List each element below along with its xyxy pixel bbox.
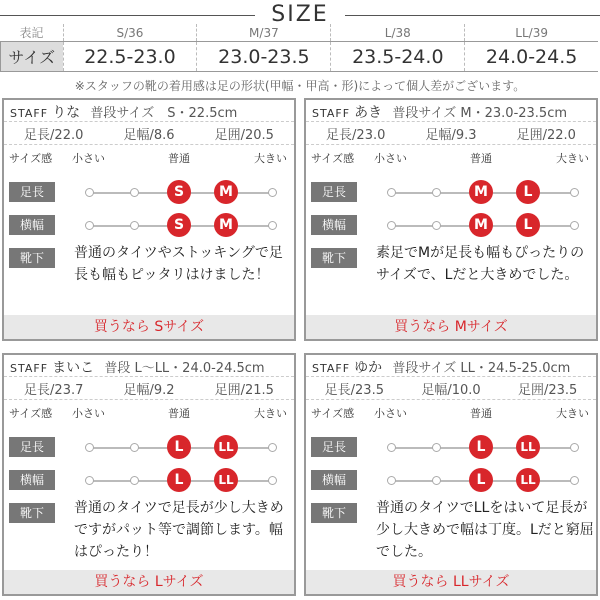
row-label-socks: 靴下 bbox=[9, 248, 55, 268]
size-range: 23.0-23.5 bbox=[197, 42, 331, 72]
scale-small: 小さい bbox=[374, 407, 407, 420]
staff-comment: 普通のタイツでLLをはいて足長が少し大きめで幅は丁度。Lだと窮屈でした。 bbox=[376, 500, 594, 560]
staff-header bbox=[312, 357, 570, 377]
foot-length: 足長/22.0 bbox=[24, 127, 84, 143]
foot-length: 足長/23.0 bbox=[326, 127, 386, 143]
fit-mark: LL bbox=[214, 435, 238, 459]
scale-dot bbox=[387, 443, 396, 452]
row-label-socks: 靴下 bbox=[311, 248, 357, 268]
scale-dot bbox=[268, 476, 277, 485]
staff-panel bbox=[2, 353, 296, 596]
scale-title: サイズ感 bbox=[311, 152, 355, 165]
staff-tag: STAFF bbox=[10, 107, 49, 120]
fit-mark: M bbox=[214, 213, 238, 237]
staff-name: ゆか bbox=[354, 360, 383, 376]
foot-length: 足長/23.5 bbox=[324, 382, 384, 398]
staff-tag: STAFF bbox=[312, 362, 351, 375]
row-label-socks: 靴下 bbox=[311, 503, 357, 523]
staff-name: りな bbox=[52, 105, 81, 121]
recommended-size: 買うなら Mサイズ bbox=[306, 315, 596, 339]
staff-header bbox=[10, 102, 237, 122]
scale-dot bbox=[268, 188, 277, 197]
scale-normal: 普通 bbox=[470, 152, 492, 165]
foot-width: 足幅/9.2 bbox=[123, 382, 175, 398]
scale-dot bbox=[130, 221, 139, 230]
scale-dot bbox=[130, 443, 139, 452]
usual-size: 普段サイズ M・23.0-23.5cm bbox=[392, 106, 568, 121]
staff-header bbox=[10, 357, 265, 377]
staff-name: あき bbox=[354, 105, 383, 121]
foot-girth: 足囲/21.5 bbox=[214, 382, 274, 398]
scale-dot bbox=[268, 221, 277, 230]
staff-panel bbox=[304, 353, 598, 596]
scale-title: サイズ感 bbox=[311, 407, 355, 420]
staff-tag: STAFF bbox=[10, 362, 49, 375]
foot-width: 足幅/9.3 bbox=[425, 127, 477, 143]
scale-normal: 普通 bbox=[168, 152, 190, 165]
fit-mark: S bbox=[167, 213, 191, 237]
usual-size: 普段サイズ LL・24.5-25.0cm bbox=[392, 361, 571, 376]
scale-normal: 普通 bbox=[470, 407, 492, 420]
size-code-row bbox=[1, 24, 599, 42]
recommended-size: 買うなら Lサイズ bbox=[4, 570, 294, 594]
foot-measurements bbox=[4, 376, 294, 400]
staff-tag: STAFF bbox=[312, 107, 351, 120]
staff-header bbox=[312, 102, 567, 122]
fit-mark: LL bbox=[516, 435, 540, 459]
foot-length: 足長/23.7 bbox=[24, 382, 84, 398]
scale-dot bbox=[85, 476, 94, 485]
foot-measurements bbox=[306, 376, 596, 400]
size-range: 22.5-23.0 bbox=[63, 42, 197, 72]
scale-dot bbox=[432, 188, 441, 197]
scale-title: サイズ感 bbox=[9, 152, 53, 165]
scale-normal: 普通 bbox=[168, 407, 190, 420]
row-label-length: 足長 bbox=[311, 182, 357, 202]
scale-title: サイズ感 bbox=[9, 407, 53, 420]
fit-mark: M bbox=[469, 213, 493, 237]
scale-dot bbox=[85, 188, 94, 197]
fit-mark: M bbox=[469, 180, 493, 204]
recommended-size: 買うなら LLサイズ bbox=[306, 570, 596, 594]
scale-dot bbox=[570, 443, 579, 452]
scale-dot bbox=[570, 476, 579, 485]
foot-girth: 足囲/23.5 bbox=[517, 382, 578, 398]
scale-dot bbox=[387, 476, 396, 485]
scale-dot bbox=[85, 221, 94, 230]
size-code: LL/39 bbox=[465, 24, 598, 42]
foot-girth: 足囲/20.5 bbox=[214, 127, 274, 143]
scale-dot bbox=[432, 443, 441, 452]
fit-mark: L bbox=[469, 468, 493, 492]
scale-dot bbox=[432, 476, 441, 485]
usual-size: 普段 L〜LL・24.0-24.5cm bbox=[104, 361, 265, 376]
foot-width: 足幅/8.6 bbox=[123, 127, 175, 143]
usual-size: 普段サイズ S・22.5cm bbox=[90, 106, 238, 121]
scale-small: 小さい bbox=[72, 152, 105, 165]
scale-dot bbox=[387, 188, 396, 197]
scale-dot bbox=[570, 221, 579, 230]
staff-panel bbox=[2, 98, 296, 341]
row-label-width: 横幅 bbox=[311, 470, 357, 490]
scale-dot bbox=[130, 476, 139, 485]
fit-mark: LL bbox=[516, 468, 540, 492]
scale-large: 大きい bbox=[556, 152, 589, 165]
row-label-length: 足長 bbox=[9, 437, 55, 457]
size-header-label: 表記 bbox=[1, 24, 64, 42]
row-label-width: 横幅 bbox=[9, 470, 55, 490]
staff-comment: 普通のタイツで足長が少し大きめですがパット等で調節します。幅はぴったり！ bbox=[74, 500, 284, 560]
staff-comment: 普通のタイツやストッキングで足長も幅もピッタリはけました！ bbox=[74, 245, 283, 283]
scale-large: 大きい bbox=[254, 407, 287, 420]
staff-panel bbox=[304, 98, 598, 341]
row-label-length: 足長 bbox=[311, 437, 357, 457]
scale-dot bbox=[85, 443, 94, 452]
scale-small: 小さい bbox=[72, 407, 105, 420]
fit-note: ※スタッフの靴の着用感は足の形状(甲幅・甲高・形)によって個人差がございます。 bbox=[74, 79, 526, 93]
foot-girth: 足囲/22.0 bbox=[516, 127, 576, 143]
fit-mark: L bbox=[516, 180, 540, 204]
fit-mark: LL bbox=[214, 468, 238, 492]
page-title: SIZE bbox=[271, 2, 329, 27]
fit-mark: M bbox=[214, 180, 238, 204]
row-label-length: 足長 bbox=[9, 182, 55, 202]
size-table bbox=[0, 24, 598, 72]
scale-dot bbox=[432, 221, 441, 230]
foot-measurements bbox=[306, 121, 596, 145]
staff-name: まいこ bbox=[52, 360, 95, 376]
scale-dot bbox=[387, 221, 396, 230]
row-label-width: 横幅 bbox=[311, 215, 357, 235]
scale-dot bbox=[130, 188, 139, 197]
size-range: 23.5-24.0 bbox=[331, 42, 465, 72]
scale-large: 大きい bbox=[556, 407, 589, 420]
fit-mark: L bbox=[516, 213, 540, 237]
scale-small: 小さい bbox=[374, 152, 407, 165]
fit-mark: L bbox=[167, 435, 191, 459]
size-code: S/36 bbox=[63, 24, 197, 42]
size-range-row bbox=[1, 42, 599, 72]
size-code: L/38 bbox=[331, 24, 465, 42]
staff-comment: 素足でMが足長も幅もぴったりのサイズで、Lだと大きめでした。 bbox=[376, 245, 585, 283]
fit-mark: L bbox=[469, 435, 493, 459]
scale-large: 大きい bbox=[254, 152, 287, 165]
row-label-socks: 靴下 bbox=[9, 503, 55, 523]
recommended-size: 買うなら Sサイズ bbox=[4, 315, 294, 339]
foot-measurements bbox=[4, 121, 294, 145]
size-range: 24.0-24.5 bbox=[465, 42, 598, 72]
size-code: M/37 bbox=[197, 24, 331, 42]
foot-width: 足幅/10.0 bbox=[421, 382, 481, 398]
fit-mark: S bbox=[167, 180, 191, 204]
fit-mark: L bbox=[167, 468, 191, 492]
size-row-label: サイズ bbox=[1, 42, 64, 72]
scale-dot bbox=[570, 188, 579, 197]
scale-dot bbox=[268, 443, 277, 452]
row-label-width: 横幅 bbox=[9, 215, 55, 235]
